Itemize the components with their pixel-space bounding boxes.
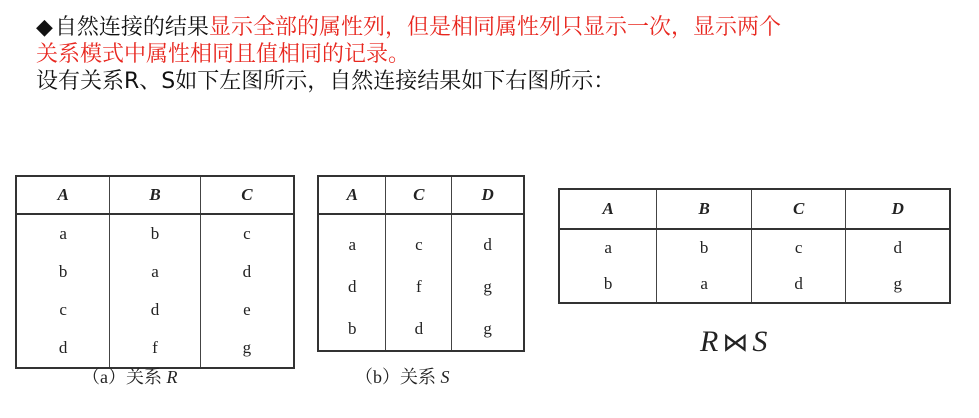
natural-join-result-table bbox=[558, 188, 951, 304]
column-header: C bbox=[751, 189, 846, 229]
table-cell: e bbox=[243, 300, 251, 319]
relation-name-left: R bbox=[700, 325, 719, 358]
table-cell: a bbox=[110, 253, 201, 291]
definition-term: 自然连接的结果 bbox=[54, 15, 209, 40]
table-cell: b bbox=[318, 308, 386, 351]
column-header: A bbox=[16, 176, 110, 214]
table-row bbox=[318, 214, 524, 266]
table-cell: c bbox=[16, 291, 110, 329]
table-header-row bbox=[559, 189, 950, 229]
table-row bbox=[16, 291, 294, 329]
table-cell: d bbox=[483, 235, 492, 254]
table-cell: a bbox=[16, 214, 110, 253]
table-cell: f bbox=[110, 329, 201, 368]
column-header: B bbox=[110, 176, 201, 214]
table-cell: c bbox=[751, 229, 846, 266]
relation-name: R bbox=[166, 367, 178, 387]
table-row bbox=[318, 266, 524, 308]
column-header: A bbox=[559, 189, 657, 229]
table-cell: c bbox=[386, 214, 452, 266]
table-cell: a bbox=[657, 266, 752, 303]
table-cell: b bbox=[110, 214, 201, 253]
relation-name: S bbox=[440, 367, 450, 387]
natural-join-icon: ⋈ bbox=[722, 328, 749, 357]
diamond-bullet-icon: ◆ bbox=[36, 15, 53, 40]
table-cell: d bbox=[893, 238, 902, 257]
column-header: D bbox=[846, 189, 950, 229]
table-row bbox=[16, 253, 294, 291]
table-cell: b bbox=[16, 253, 110, 291]
table-row bbox=[559, 266, 950, 303]
paragraph-line-1 bbox=[36, 14, 966, 41]
table-cell: b bbox=[559, 266, 657, 303]
definition-highlight-1: 显示全部的属性列，但是相同属性列只显示一次，显示两个 bbox=[208, 15, 781, 40]
table-cell: d bbox=[318, 266, 386, 308]
table-header-row bbox=[318, 176, 524, 214]
table-cell: d bbox=[16, 329, 110, 368]
table-cell: b bbox=[657, 229, 752, 266]
column-header: A bbox=[318, 176, 386, 214]
definition-highlight-2: 关系模式中属性相同且值相同的记录。 bbox=[36, 42, 411, 67]
table-cell: f bbox=[386, 266, 452, 308]
relation-s-table bbox=[317, 175, 525, 352]
table-header-row bbox=[16, 176, 294, 214]
column-header: B bbox=[657, 189, 752, 229]
natural-join-caption bbox=[700, 325, 767, 359]
relation-r-table bbox=[15, 175, 295, 369]
table-cell: c bbox=[243, 224, 251, 243]
table-cell: a bbox=[559, 229, 657, 266]
example-intro: 设有关系R、S如下左图所示，自然连接结果如下右图所示： bbox=[36, 69, 616, 94]
table-cell: g bbox=[483, 277, 492, 296]
caption-prefix: （b）关系 bbox=[355, 367, 441, 387]
table-row bbox=[16, 214, 294, 253]
table-row bbox=[559, 229, 950, 266]
relation-r-caption bbox=[82, 363, 178, 389]
table-cell: d bbox=[242, 262, 252, 281]
column-header: C bbox=[200, 176, 294, 214]
table-cell: d bbox=[110, 291, 201, 329]
table-cell: g bbox=[242, 338, 252, 357]
description-text bbox=[36, 14, 966, 95]
table-cell: a bbox=[318, 214, 386, 266]
column-header: C bbox=[386, 176, 452, 214]
table-cell: d bbox=[751, 266, 846, 303]
table-cell: g bbox=[893, 274, 902, 293]
caption-prefix: （a）关系 bbox=[82, 367, 167, 387]
table-cell: d bbox=[386, 308, 452, 351]
table-cell: g bbox=[483, 319, 492, 338]
relation-name-right: S bbox=[752, 325, 768, 358]
table-row bbox=[318, 308, 524, 351]
column-header: D bbox=[452, 176, 524, 214]
relation-s-caption bbox=[355, 363, 450, 389]
